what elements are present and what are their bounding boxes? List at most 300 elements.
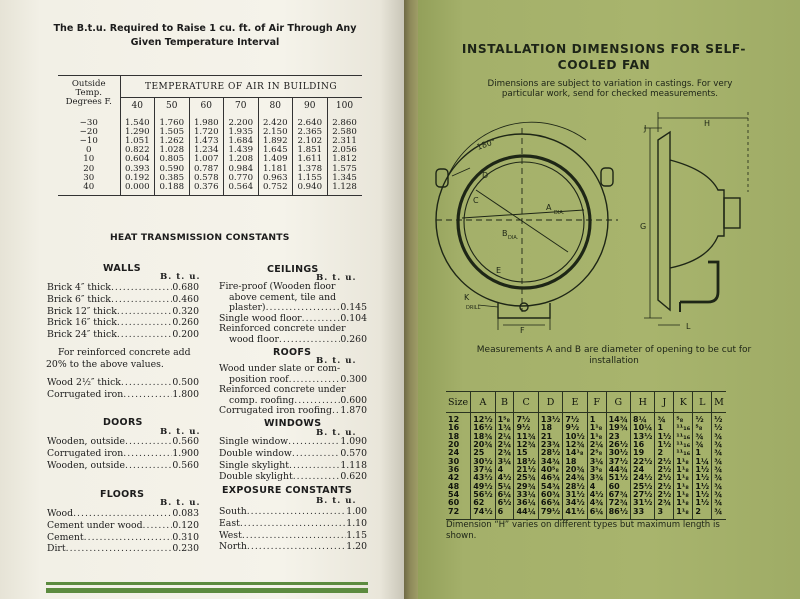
row-label: Brick 12″ thick: [47, 305, 117, 317]
dimension-cell: 1½: [693, 466, 712, 474]
btu-value-cell: 0.984: [224, 165, 259, 174]
dimension-cell: 20¾: [563, 466, 587, 474]
dimension-cell: 41½: [563, 508, 587, 520]
dimension-header: M: [712, 392, 726, 413]
dimension-cell: 3¾: [587, 474, 606, 482]
dimension-cell: 1½: [655, 441, 674, 449]
l-label: L: [686, 322, 691, 331]
dimension-cell: 1¹₈: [674, 499, 693, 507]
subtitle-line-2: particular work, send for checked measurements.: [501, 89, 719, 100]
door-row: [47, 436, 199, 448]
leader-dots: [117, 306, 173, 318]
dimension-cell: 3: [655, 508, 674, 520]
floors-btu-label: B. t. u.: [160, 498, 201, 508]
floor-row: [47, 532, 199, 544]
outside-temp-cell: 0: [86, 145, 92, 156]
wall-row: [47, 294, 199, 306]
btu-value-cell: 0.590: [155, 165, 190, 174]
dimension-cell: 30½: [471, 458, 495, 466]
row-value: 0.620: [340, 471, 367, 483]
dimension-cell: 7½: [563, 413, 587, 425]
building-temp-header: TEMPERATURE OF AIR IN BUILDING: [120, 76, 362, 98]
wall-row: [47, 389, 199, 401]
dimension-cell: 28½: [563, 483, 587, 491]
btu-value-cell: 1.439: [224, 146, 259, 155]
dimension-cell: 1: [587, 413, 606, 425]
dimension-cell: 62: [471, 499, 495, 507]
dimension-cell: 1¹₈: [587, 424, 606, 432]
btu-value-cell: 2.056: [327, 146, 362, 155]
temp-table-row: [58, 183, 362, 196]
title-line-2: Given Temperature Interval: [130, 36, 280, 48]
row-value: 0.680: [172, 282, 199, 293]
row-value: 0.500: [172, 377, 199, 388]
floors-list: [47, 508, 199, 555]
row-value: 1.900: [172, 447, 199, 459]
exposure-row: [219, 530, 367, 542]
dimension-cell: 36¼: [514, 499, 538, 507]
walls-note: [46, 347, 191, 370]
btu-value-cell: 0.578: [189, 174, 224, 183]
floors-title: FLOORS: [100, 489, 145, 500]
size-cell: 72: [446, 508, 471, 520]
door-row: [47, 460, 199, 472]
drill-label: DRILL: [466, 305, 481, 311]
dimension-cell: 1½: [655, 433, 674, 441]
dimension-cell: 9½: [514, 424, 538, 432]
dimension-cell: 2¼: [587, 441, 606, 449]
measurements-caption: [444, 345, 784, 367]
dimension-cell: 1¹₈: [674, 458, 693, 466]
dimension-header: E: [563, 392, 587, 413]
leader-dots: [293, 471, 341, 483]
installation-title-line-2: COOLED FAN: [557, 58, 651, 73]
f-label: F: [520, 326, 525, 335]
row-label: Wooden, outside: [47, 459, 125, 471]
row-value: 0.145: [340, 302, 367, 314]
row-value: 0.570: [340, 447, 367, 459]
dimension-cell: 31½: [631, 499, 655, 507]
ceilings-wood-floor-row: [219, 335, 367, 346]
dimension-cell: 4½: [587, 491, 606, 499]
exposure-row: [219, 541, 367, 553]
btu-value-cell: 1.051: [120, 137, 155, 146]
dimension-cell: ¹¹₁₆: [674, 449, 693, 457]
row-label: Dirt: [47, 543, 66, 555]
ceilings-line-2: above cement, tile and: [229, 291, 337, 303]
outside-temp-cell: 40: [58, 183, 120, 196]
leader-dots: [247, 506, 347, 518]
walls-list: [47, 282, 199, 341]
row-value: 0.260: [172, 317, 199, 329]
dimension-cell: ¹¹₁₆: [674, 433, 693, 441]
temp-column-header: 70: [224, 98, 259, 114]
row-label: Wooden, outside: [47, 436, 125, 447]
doors-btu-label: B. t. u.: [160, 427, 201, 437]
outside-temp-cell: −30: [79, 117, 98, 128]
temp-table-body: [58, 114, 362, 196]
btu-value-cell: 1.208: [224, 155, 259, 164]
floor-row: [47, 543, 199, 555]
dimension-cell: 13½: [538, 413, 562, 425]
row-label: Brick 24″ thick: [47, 329, 117, 341]
dimension-cell: 20¾: [471, 441, 495, 449]
dimension-cell: 51½: [606, 474, 630, 482]
dimension-cell: 1¹₈: [674, 474, 693, 482]
dimension-cell: 12¾: [563, 441, 587, 449]
outside-temp-header: [58, 76, 120, 114]
d-label: D: [482, 171, 489, 180]
dimension-cell: 14¾: [606, 413, 630, 425]
outside-temp-cell: −10: [79, 135, 98, 146]
dimension-cell: 5¼: [495, 483, 514, 491]
row-label: East: [219, 517, 240, 529]
btu-value-cell: 1.892: [258, 137, 293, 146]
dimension-cell: 44¼: [514, 508, 538, 520]
leader-dots: [279, 335, 340, 346]
dimension-cell: 49½: [471, 483, 495, 491]
row-label: Cement under wood: [47, 519, 143, 531]
door-row: [47, 448, 199, 460]
row-value: 0.260: [340, 333, 367, 345]
dimension-cell: ¾: [712, 508, 726, 520]
walls-note-line-2: 20% to the above values.: [46, 358, 164, 370]
green-rule-bottom: [46, 588, 368, 593]
dimension-cell: 28½: [538, 449, 562, 457]
dimension-header: G: [606, 392, 630, 413]
dimension-cell: 4: [587, 483, 606, 491]
dimension-cell: 21: [538, 433, 562, 441]
dimension-cell: 26½: [606, 441, 630, 449]
btu-value-cell: 1.935: [224, 128, 259, 137]
a-label: A: [546, 203, 552, 212]
leader-dots: [292, 448, 341, 460]
dimension-cell: 29¾: [514, 483, 538, 491]
btu-value-cell: 1.611: [293, 155, 328, 164]
dimension-cell: 1⁵₈: [495, 413, 514, 425]
btu-value-cell: 2.150: [258, 128, 293, 137]
leader-dots: [123, 389, 172, 401]
outside-temp-cell: 30: [83, 172, 95, 183]
leader-dots: [240, 518, 346, 530]
wall-row: [47, 377, 199, 389]
btu-value-cell: 0.393: [120, 165, 155, 174]
temp-column-header: 90: [293, 98, 328, 114]
row-value: 1.118: [340, 459, 367, 471]
leader-dots: [117, 317, 173, 329]
row-value: 1.00: [346, 506, 367, 517]
doors-list: [47, 436, 199, 471]
btu-value-cell: 1.378: [293, 165, 328, 174]
dimension-cell: 10½: [563, 433, 587, 441]
btu-value-cell: 2.860: [327, 114, 362, 128]
row-value: 0.320: [172, 305, 199, 317]
dimension-cell: 1¹₈: [674, 466, 693, 474]
dimension-cell: 60¾: [538, 491, 562, 499]
exposure-row: [219, 518, 367, 530]
doors-title: DOORS: [103, 417, 143, 428]
outside-temp-cell: −20: [79, 126, 98, 137]
dimension-cell: ¾: [712, 433, 726, 441]
btu-value-cell: 0.752: [258, 183, 293, 196]
btu-value-cell: 1.028: [155, 146, 190, 155]
row-value: 1.20: [346, 541, 367, 553]
dimension-cell: 1¹₈: [587, 433, 606, 441]
dimension-cell: 30½: [606, 449, 630, 457]
dimension-cell: ¾: [712, 441, 726, 449]
dimension-header: K: [674, 392, 693, 413]
row-value: 1.800: [172, 388, 199, 400]
row-label: comp. roofing: [229, 394, 295, 406]
subtitle-line-1: Dimensions are subject to variation in castings. For very: [487, 79, 733, 89]
leader-dots: [73, 508, 172, 520]
angle-arc: [448, 122, 586, 176]
dimension-cell: 2⁵₈: [587, 449, 606, 457]
row-value: 1.15: [346, 529, 367, 541]
outside-temp-cell: 10: [83, 154, 95, 165]
btu-value-cell: 1.540: [120, 114, 155, 128]
window-row: [219, 460, 367, 472]
dimension-cell: 79½: [538, 508, 562, 520]
diameter-a-line: [462, 210, 584, 218]
leader-dots: [125, 460, 172, 472]
btu-value-cell: 1.234: [189, 146, 224, 155]
dimension-cell: 34½: [563, 499, 587, 507]
row-label: Wood 2½″ thick: [47, 377, 121, 388]
dimension-cell: 4: [495, 466, 514, 474]
temp-column-header: 50: [155, 98, 190, 114]
h-label: H: [704, 119, 711, 128]
row-label: position roof: [229, 373, 289, 385]
row-label: Single skylight: [219, 459, 289, 471]
btu-value-cell: 0.940: [293, 183, 328, 196]
btu-value-cell: 0.385: [155, 174, 190, 183]
btu-value-cell: 1.473: [189, 137, 224, 146]
btu-value-cell: 1.645: [258, 146, 293, 155]
dimension-cell: 1¹₈: [674, 483, 693, 491]
row-label: Cement: [47, 531, 84, 543]
degrees-label: Degrees F.: [65, 97, 112, 108]
dimension-cell: 2½: [655, 474, 674, 482]
dimension-cell: 9½: [563, 424, 587, 432]
temp-column-header: 40: [120, 98, 155, 114]
dimension-cell: 66¾: [538, 499, 562, 507]
exposure-row: [219, 506, 367, 518]
g-label: G: [640, 222, 647, 231]
floor-row: [47, 508, 199, 520]
leader-dots: [242, 530, 346, 542]
wall-row: [47, 282, 199, 294]
dimension-cell: 23¾: [538, 441, 562, 449]
footnote-line-2: shown.: [446, 530, 477, 541]
roofs-btu-label: B. t. u.: [316, 356, 357, 366]
size-cell: 18: [448, 431, 460, 441]
ceilings-line-1: Fire-proof (Wooden floor: [219, 281, 336, 292]
b-label: B: [502, 229, 508, 238]
dimension-cell: 34¾: [538, 458, 562, 466]
row-value: 0.104: [340, 312, 367, 324]
dimension-cell: 46¾: [538, 474, 562, 482]
dimension-cell: 2½: [655, 491, 674, 499]
angle-ray: [452, 168, 470, 176]
ceilings-list: [219, 282, 367, 346]
dimension-cell: 10¼: [631, 424, 655, 432]
btu-value-cell: 2.640: [293, 114, 328, 128]
dimension-cell: 6½: [495, 499, 514, 507]
windows-btu-label: B. t. u.: [316, 428, 357, 438]
btu-value-cell: 1.980: [189, 114, 224, 128]
dimension-cell: 21½: [514, 466, 538, 474]
motor-housing: [670, 160, 724, 268]
btu-value-cell: 0.770: [224, 174, 259, 183]
exposure-list: [219, 506, 367, 553]
dimension-cell: 86½: [606, 508, 630, 520]
row-label: Wood: [47, 508, 74, 519]
dimension-header: J: [655, 392, 674, 413]
dimension-cell: ¾: [712, 466, 726, 474]
size-cell: 42: [448, 473, 460, 483]
exposure-title: EXPOSURE CONSTANTS: [222, 485, 353, 496]
dimension-cell: 24¾: [563, 474, 587, 482]
dimension-cell: 8¼: [631, 413, 655, 425]
temperature-table-title: [30, 22, 380, 50]
size-cell: 12: [448, 415, 460, 424]
caption-line-2: installation: [589, 355, 639, 366]
dimension-cell: 2¼: [495, 441, 514, 449]
dimension-cell: 27½: [631, 491, 655, 499]
windows-list: [219, 436, 367, 483]
btu-value-cell: 1.760: [155, 114, 190, 128]
leader-dots: [289, 460, 340, 472]
dimension-cell: ¾: [712, 499, 726, 507]
dimension-cell: 2½: [655, 466, 674, 474]
leader-dots: [111, 282, 172, 294]
btu-value-cell: 2.420: [258, 114, 293, 128]
a-dia-label: DIA.: [554, 210, 565, 216]
dimension-cell: 13½: [631, 433, 655, 441]
dimension-row: [446, 508, 726, 520]
dimension-cell: 1½: [693, 499, 712, 507]
btu-value-cell: 2.311: [327, 137, 362, 146]
leader-dots: [288, 436, 340, 448]
dimension-cell: 60: [606, 483, 630, 491]
btu-value-cell: 1.155: [293, 174, 328, 183]
dimension-header: H: [631, 392, 655, 413]
exposure-btu-label: B. t. u.: [316, 496, 357, 506]
dimension-cell: 14¹₈: [563, 449, 587, 457]
outside-temp-cell: 20: [83, 163, 95, 174]
dimension-cell: 2½: [655, 458, 674, 466]
dimension-header: B: [495, 392, 514, 413]
row-label: Double window: [219, 447, 292, 459]
row-label: Brick 16″ thick: [47, 317, 117, 329]
diagram-labels: [464, 119, 710, 335]
row-value: 0.083: [172, 508, 199, 519]
leader-dots: [123, 448, 172, 460]
dimension-cell: 37¼: [471, 466, 495, 474]
row-value: 0.310: [172, 531, 199, 543]
leader-dots: [143, 520, 173, 532]
dimension-header: A: [471, 392, 495, 413]
dimension-cell: 2½: [655, 483, 674, 491]
dimension-h-footnote: [446, 520, 786, 541]
btu-value-cell: 2.580: [327, 128, 362, 137]
btu-temperature-table: [58, 75, 362, 196]
dimension-cell: 33: [631, 508, 655, 520]
temp-column-header: 100: [327, 98, 362, 114]
size-cell: 30: [448, 456, 460, 466]
row-label: North: [219, 541, 247, 553]
ceilings-line-4: Reinforced concrete under: [219, 323, 346, 335]
b-dia-label: DIA.: [508, 235, 519, 241]
btu-value-cell: 1.684: [224, 137, 259, 146]
side-housing: [658, 132, 670, 310]
dimension-cell: ¹¹₁₆: [674, 441, 693, 449]
dimension-cell: 19¾: [606, 424, 630, 432]
btu-value-cell: 0.805: [155, 155, 190, 164]
btu-value-cell: 0.787: [189, 165, 224, 174]
dimension-cell: 22½: [631, 458, 655, 466]
dimension-cell: 11¾: [514, 433, 538, 441]
row-label: wood floor: [229, 333, 279, 345]
walls-btu-label: B. t. u.: [160, 272, 201, 282]
dimension-cell: 25½: [631, 483, 655, 491]
dimension-cell: 3¼: [587, 458, 606, 466]
ceilings-btu-label: B. t. u.: [316, 273, 357, 283]
row-label: Single wood floor: [219, 312, 302, 324]
dimensions-header-row: [446, 392, 726, 413]
wall-row: [47, 329, 199, 341]
dimension-cell: ¾: [712, 458, 726, 466]
row-value: 0.560: [172, 459, 199, 471]
dimension-cell: 25: [471, 449, 495, 457]
dimension-cell: ¾: [693, 441, 712, 449]
row-value: 0.120: [172, 519, 199, 531]
dimension-cell: 18: [538, 424, 562, 432]
dimension-cell: 6¼: [495, 491, 514, 499]
window-row: [219, 448, 367, 460]
e-label: E: [496, 266, 502, 275]
motor-cap: [724, 198, 740, 228]
row-value: 1.10: [346, 517, 367, 529]
leader-dots: [121, 377, 172, 389]
dimension-cell: ¾: [712, 491, 726, 499]
row-value: 0.300: [340, 373, 367, 385]
k-label: K: [464, 293, 470, 302]
leader-dots: [332, 406, 340, 417]
btu-value-cell: 0.376: [189, 183, 224, 196]
dimension-cell: 2¼: [495, 433, 514, 441]
dimension-cell: 24: [631, 466, 655, 474]
right-page: [418, 0, 800, 599]
dimension-cell: ½: [712, 413, 726, 425]
dimension-cell: ⁵₈: [693, 424, 712, 432]
row-label: plaster): [229, 302, 266, 314]
dimension-cell: 24½: [631, 474, 655, 482]
walls-title: WALLS: [103, 263, 141, 274]
dimension-cell: 33¼: [514, 491, 538, 499]
ceilings-title: CEILINGS: [267, 264, 319, 275]
dimension-cell: ¹¹₁₆: [674, 424, 693, 432]
btu-value-cell: 1.505: [155, 128, 190, 137]
footnote-line-1: Dimension “H” varies on different types but maximum length is: [446, 520, 720, 530]
dimension-cell: 56½: [471, 491, 495, 499]
wall-row: [47, 317, 199, 329]
btu-value-cell: 0.188: [155, 183, 190, 196]
size-cell: 20: [448, 440, 460, 450]
dimension-cell: 4¾: [587, 499, 606, 507]
btu-value-cell: 0.822: [120, 146, 155, 155]
